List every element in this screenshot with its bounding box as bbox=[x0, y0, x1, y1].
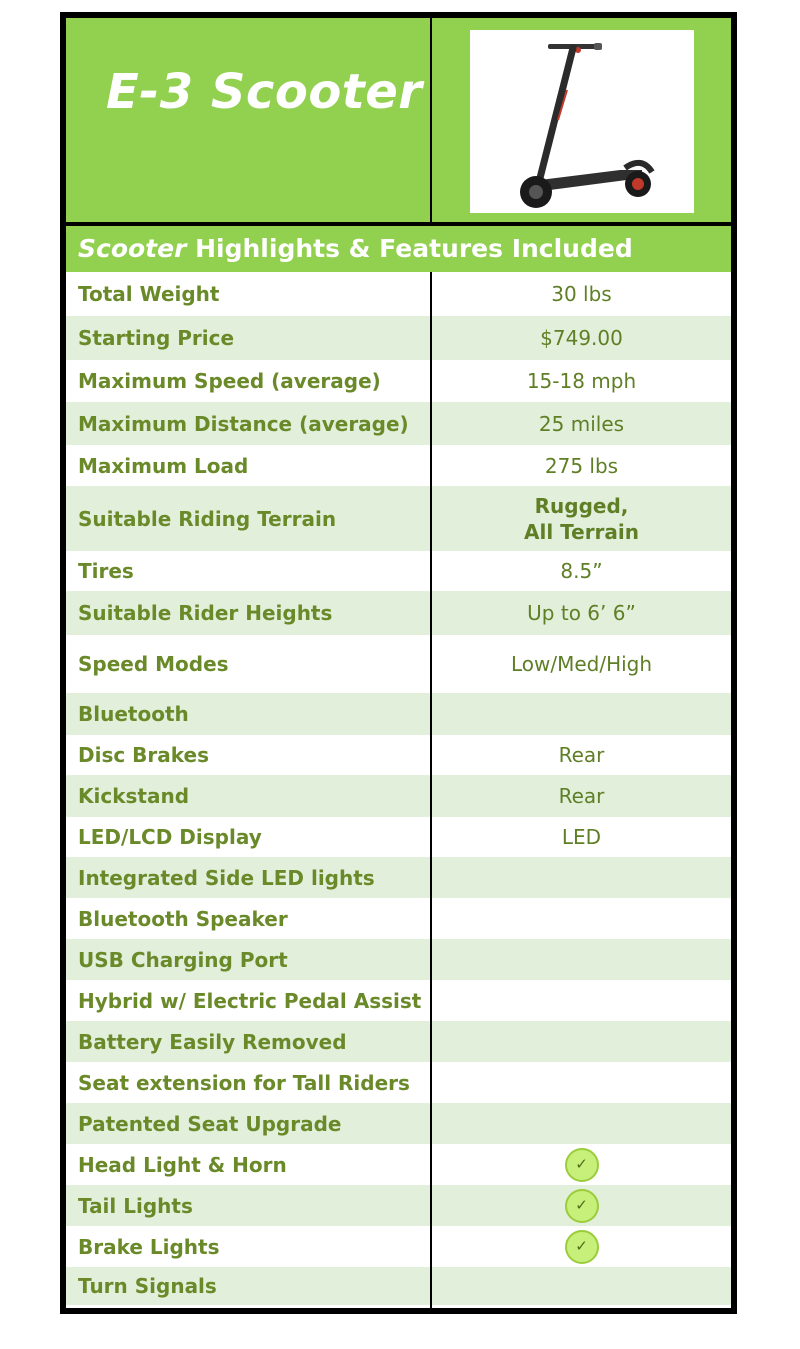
row-label: Bluetooth Speaker bbox=[78, 906, 288, 931]
row-value bbox=[432, 486, 731, 551]
row-label: Tires bbox=[78, 559, 134, 583]
features-table bbox=[66, 272, 731, 1305]
row-value: $749.00 bbox=[540, 326, 623, 350]
row-label: Battery Easily Removed bbox=[78, 1029, 347, 1054]
table-row bbox=[66, 735, 731, 775]
row-label: Patented Seat Upgrade bbox=[78, 1111, 342, 1136]
row-value bbox=[432, 857, 731, 898]
table-row bbox=[66, 445, 731, 486]
section-heading bbox=[66, 226, 731, 272]
included-badge-icon: ✓ bbox=[565, 1189, 599, 1223]
row-value: 275 lbs bbox=[544, 453, 619, 478]
row-label: Disc Brakes bbox=[78, 743, 210, 767]
table-row bbox=[66, 635, 731, 693]
row-value bbox=[432, 939, 731, 980]
scooter-icon bbox=[470, 30, 694, 213]
row-label: Maximum Speed (average) bbox=[78, 369, 381, 393]
row-value: 30 lbs bbox=[551, 282, 612, 306]
table-row bbox=[66, 486, 731, 551]
row-label: Brake Lights bbox=[78, 1234, 220, 1259]
row-value bbox=[432, 693, 731, 735]
row-label: Speed Modes bbox=[78, 652, 229, 676]
table-row bbox=[66, 857, 731, 898]
row-label: Starting Price bbox=[78, 326, 235, 350]
included-badge-icon: ✓ bbox=[565, 1148, 599, 1182]
row-value bbox=[432, 1021, 731, 1062]
table-row bbox=[66, 272, 731, 316]
row-value-line1: Rugged, bbox=[534, 493, 629, 518]
table-row bbox=[66, 591, 731, 635]
row-label: Suitable Riding Terrain bbox=[78, 506, 337, 531]
row-label: Maximum Load bbox=[78, 453, 249, 478]
table-row bbox=[66, 316, 731, 360]
row-label: Total Weight bbox=[78, 282, 220, 306]
row-label: Seat extension for Tall Riders bbox=[78, 1070, 410, 1095]
row-label: Tail Lights bbox=[78, 1193, 193, 1218]
table-row bbox=[66, 1185, 731, 1226]
included-badge-icon: ✓ bbox=[565, 1230, 599, 1264]
table-row bbox=[66, 939, 731, 980]
row-value: LED bbox=[561, 825, 602, 849]
row-value: Rear bbox=[558, 743, 605, 767]
row-value bbox=[432, 1144, 731, 1185]
table-row bbox=[66, 693, 731, 735]
row-value bbox=[432, 980, 731, 1021]
table-row bbox=[66, 360, 731, 402]
table-row bbox=[66, 402, 731, 445]
table-row bbox=[66, 1062, 731, 1103]
row-label: Kickstand bbox=[78, 784, 190, 808]
table-row bbox=[66, 775, 731, 817]
row-value bbox=[432, 1267, 731, 1305]
row-value bbox=[432, 898, 731, 939]
row-value bbox=[432, 1062, 731, 1103]
table-row bbox=[66, 980, 731, 1021]
header-divider bbox=[430, 18, 432, 222]
row-label: USB Charging Port bbox=[78, 947, 288, 972]
row-value: Low/Med/High bbox=[510, 652, 653, 676]
row-label: Hybrid w/ Electric Pedal Assist bbox=[78, 988, 422, 1013]
table-row bbox=[66, 1021, 731, 1062]
row-label: Integrated Side LED lights bbox=[78, 865, 375, 890]
table-row bbox=[66, 1226, 731, 1267]
row-value: 15-18 mph bbox=[526, 369, 637, 393]
table-row bbox=[66, 551, 731, 591]
section-title-italic: Scooter bbox=[78, 234, 187, 263]
row-value: Up to 6’ 6” bbox=[527, 601, 636, 625]
table-row bbox=[66, 1144, 731, 1185]
row-value: 8.5” bbox=[560, 559, 603, 583]
row-value: 25 miles bbox=[538, 411, 625, 436]
row-label: Suitable Rider Heights bbox=[78, 601, 333, 625]
row-value bbox=[432, 1103, 731, 1144]
table-row bbox=[66, 898, 731, 939]
header bbox=[66, 18, 731, 226]
row-label: Head Light & Horn bbox=[78, 1152, 287, 1177]
scooter-image bbox=[470, 30, 694, 213]
row-label: Maximum Distance (average) bbox=[78, 411, 409, 436]
table-column-divider bbox=[430, 272, 432, 1308]
row-value: Rear bbox=[558, 784, 605, 808]
row-label: Turn Signals bbox=[78, 1274, 217, 1298]
table-row bbox=[66, 1267, 731, 1305]
scooter-spec-card bbox=[60, 12, 737, 1314]
table-row bbox=[66, 817, 731, 857]
product-title: E-3 Scooter bbox=[106, 64, 423, 120]
table-row bbox=[66, 1103, 731, 1144]
section-title-rest: Highlights & Features Included bbox=[186, 234, 633, 263]
row-value bbox=[432, 1226, 731, 1267]
row-value bbox=[432, 1185, 731, 1226]
row-label: Bluetooth bbox=[78, 702, 189, 726]
row-label: LED/LCD Display bbox=[78, 825, 262, 849]
row-value-line2: All Terrain bbox=[523, 519, 640, 544]
